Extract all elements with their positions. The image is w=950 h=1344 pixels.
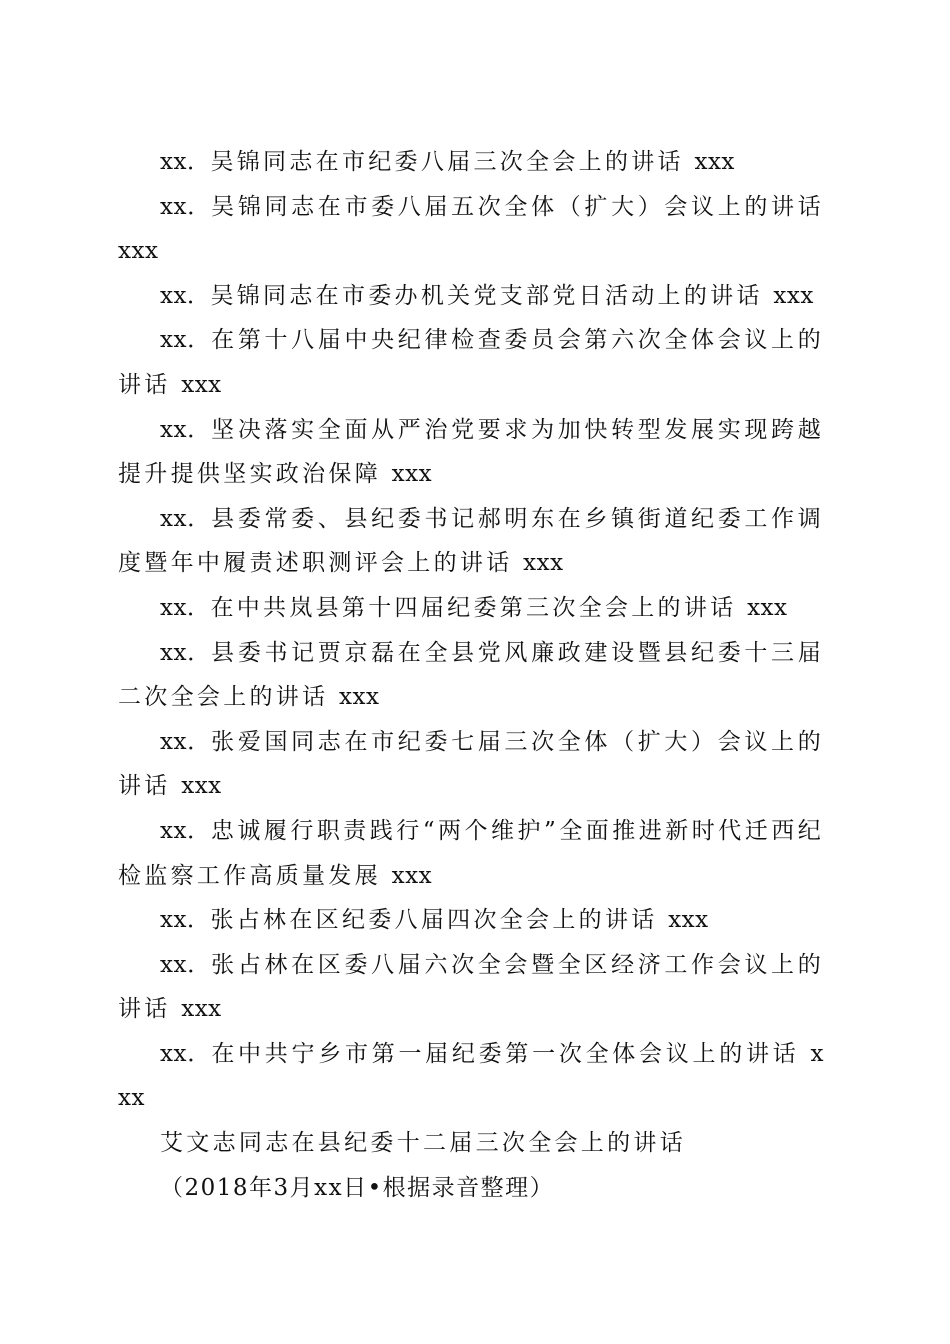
toc-entry-page: xxx	[391, 862, 433, 889]
toc-entry-title: 坚决落实全面从严治党要求为加快转型发展实现跨越提升提供坚实政治保障	[118, 416, 824, 488]
toc-entry-title: 吴锦同志在市纪委八届三次全会上的讲话	[210, 149, 684, 175]
toc-entry-number: xx．	[160, 193, 212, 220]
toc-entry-page: xxx	[391, 461, 433, 488]
table-of-contents	[118, 140, 824, 1210]
toc-entry-title: 吴锦同志在市委办机关党支部党日活动上的讲话	[210, 282, 763, 309]
toc-entry-number: xx．	[160, 817, 211, 844]
toc-entry[interactable]	[118, 631, 824, 720]
toc-entry-title: 张占林在区委八届六次全会暨全区经济工作会议上的讲话	[118, 951, 824, 1023]
toc-entry-title: 忠诚履行职责践行“两个维护”全面推进新时代迁西纪检监察工作高质量发展	[118, 817, 825, 889]
toc-entry[interactable]	[118, 408, 824, 497]
toc-entry[interactable]	[118, 943, 824, 1032]
toc-entry[interactable]	[118, 898, 824, 943]
toc-entry-number: xx．	[160, 951, 212, 978]
toc-entry-title: 吴锦同志在市委八届五次全体（扩大）会议上的讲话	[211, 193, 824, 220]
toc-entry[interactable]	[118, 720, 824, 809]
toc-entry[interactable]	[118, 809, 824, 898]
toc-entry-page: xxx	[181, 996, 222, 1023]
toc-entry-page: xxx	[118, 238, 159, 265]
toc-entry-title: 在第十八届中央纪律检查委员会第六次全体会议上的讲话	[118, 327, 824, 398]
toc-entry-number: xx．	[160, 728, 212, 755]
toc-entry[interactable]	[118, 318, 824, 407]
toc-entry[interactable]	[118, 185, 824, 274]
toc-entry-title: 在中共宁乡市第一届纪委第一次全体会议上的讲话	[211, 1040, 800, 1067]
toc-entry[interactable]	[118, 140, 824, 185]
toc-entry[interactable]	[118, 274, 824, 319]
toc-entry[interactable]	[118, 1032, 824, 1121]
toc-entry-page: xxx	[339, 684, 380, 711]
toc-entry-number: xx．	[160, 282, 211, 309]
toc-entry-number: xx．	[160, 1040, 212, 1067]
toc-entry[interactable]	[118, 586, 824, 631]
article-note: （2018年3月xx日•根据录音整理）	[160, 1174, 555, 1201]
toc-entry-page: xxx	[118, 1040, 824, 1112]
toc-entry[interactable]	[118, 497, 824, 586]
toc-entry-number: xx．	[160, 907, 211, 934]
toc-entry-number: xx．	[160, 149, 211, 175]
toc-entry-title: 县委书记贾京磊在全县党风廉政建设暨县纪委十三届二次全会上的讲话	[118, 639, 824, 711]
toc-entry-title: 在中共岚县第十四届纪委第三次全会上的讲话	[210, 594, 737, 621]
toc-entry-title: 张爱国同志在市纪委七届三次全体（扩大）会议上的讲话	[118, 728, 824, 800]
toc-entry-page: xxx	[523, 550, 564, 577]
toc-entry-page: xxx	[747, 594, 788, 621]
toc-entry-number: xx．	[160, 416, 212, 443]
toc-entry-page: xxx	[773, 282, 814, 309]
toc-entry-number: xx．	[160, 639, 212, 666]
toc-entry-page: xxx	[668, 907, 709, 934]
toc-entry-page: xxx	[694, 149, 735, 175]
toc-entry-number: xx．	[160, 327, 212, 354]
toc-entry-title: 县委常委、县纪委书记郝明东在乡镇街道纪委工作调度暨年中履责述职测评会上的讲话	[118, 505, 824, 577]
toc-entry-page: xxx	[181, 773, 222, 800]
toc-entry-page: xxx	[181, 371, 222, 398]
toc-entry-number: xx．	[160, 505, 212, 532]
toc-entry-number: xx．	[160, 594, 211, 621]
article-title: 艾文志同志在县纪委十二届三次全会上的讲话	[160, 1130, 686, 1157]
toc-entry-title: 张占林在区纪委八届四次全会上的讲话	[210, 907, 658, 934]
